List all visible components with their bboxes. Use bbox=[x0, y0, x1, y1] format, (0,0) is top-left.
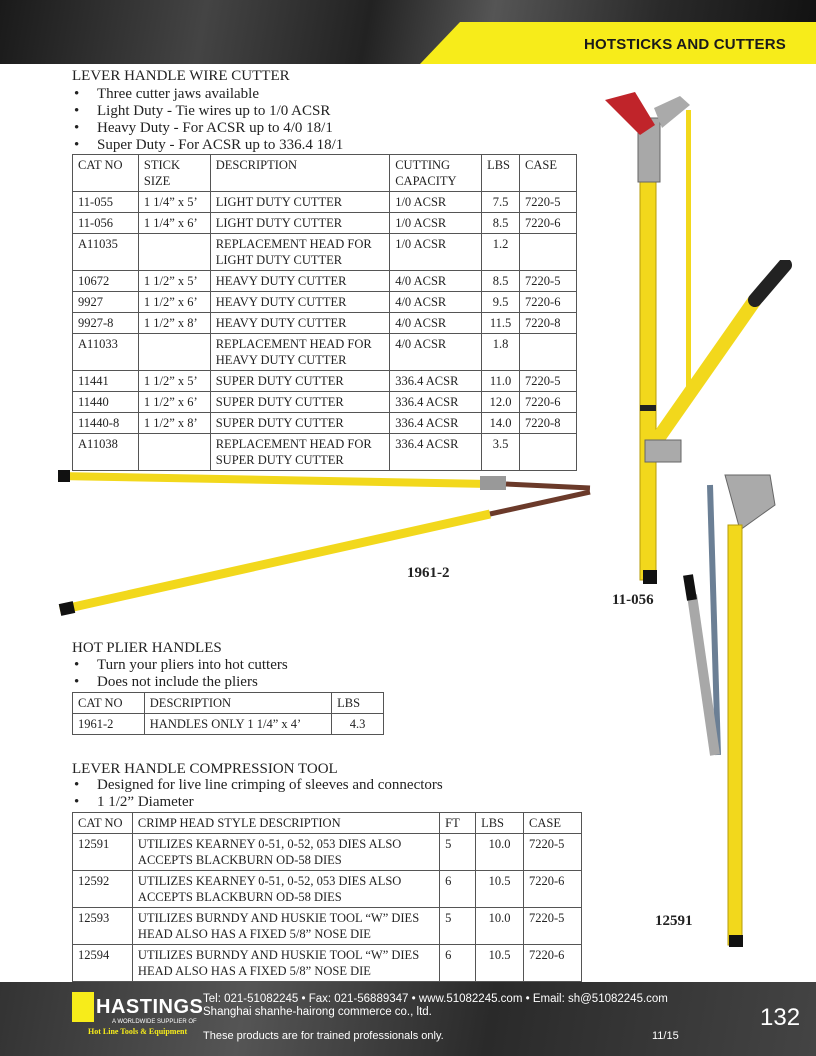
compression-title: LEVER HANDLE COMPRESSION TOOL bbox=[72, 761, 338, 777]
table-cell: 11441 bbox=[73, 371, 139, 392]
bullet-item: • Does not include the pliers bbox=[72, 674, 288, 691]
table-cell: 10.0 bbox=[476, 834, 524, 871]
table-cell: 8.5 bbox=[482, 271, 520, 292]
compression-bullets bbox=[72, 777, 443, 811]
table-cell: 4/0 ACSR bbox=[390, 271, 482, 292]
table-cell: 4/0 ACSR bbox=[390, 292, 482, 313]
compression-tool-image bbox=[680, 455, 800, 955]
table-row bbox=[73, 271, 577, 292]
hastings-logo bbox=[72, 992, 204, 1042]
footer-date: 11/15 bbox=[652, 1030, 679, 1042]
column-header: STICK SIZE bbox=[138, 155, 210, 192]
table-cell: SUPER DUTY CUTTER bbox=[210, 371, 389, 392]
table-cell: 7220-6 bbox=[524, 871, 582, 908]
table-cell: 1/0 ACSR bbox=[390, 192, 482, 213]
table-cell: UTILIZES BURNDY AND HUSKIE TOOL “W” DIES HEAD ALSO HAS A FIXED 5/8” NOSE DIE bbox=[132, 908, 439, 945]
table-cell: 336.4 ACSR bbox=[390, 413, 482, 434]
bullet-item: • Turn your pliers into hot cutters bbox=[72, 657, 288, 674]
table-cell: 7220-6 bbox=[524, 945, 582, 982]
compression-table bbox=[72, 812, 582, 982]
table-cell: SUPER DUTY CUTTER bbox=[210, 392, 389, 413]
column-header: CRIMP HEAD STYLE DESCRIPTION bbox=[132, 813, 439, 834]
table-cell: 11.0 bbox=[482, 371, 520, 392]
table-cell: REPLACEMENT HEAD FOR HEAVY DUTY CUTTER bbox=[210, 334, 389, 371]
table-cell: LIGHT DUTY CUTTER bbox=[210, 192, 389, 213]
column-header: FT bbox=[440, 813, 476, 834]
table-cell: 12592 bbox=[73, 871, 133, 908]
table-cell: 1 1/2” x 8’ bbox=[138, 413, 210, 434]
footer-disclaimer: These products are for trained professionals only. bbox=[203, 1030, 444, 1042]
table-cell: 7220-6 bbox=[520, 392, 577, 413]
table-cell: 336.4 ACSR bbox=[390, 434, 482, 471]
table-cell: 3.5 bbox=[482, 434, 520, 471]
table-cell: REPLACEMENT HEAD FOR SUPER DUTY CUTTER bbox=[210, 434, 389, 471]
logo-name: HASTINGS bbox=[96, 996, 204, 1018]
table-cell: 6 bbox=[440, 871, 476, 908]
column-header: DESCRIPTION bbox=[210, 155, 389, 192]
footer-company: Shanghai shanhe-hairong commerce co., ltd. bbox=[203, 1006, 432, 1018]
table-row bbox=[73, 871, 582, 908]
table-cell: 4/0 ACSR bbox=[390, 334, 482, 371]
table-cell: 1.2 bbox=[482, 234, 520, 271]
plier-image-label: 1961-2 bbox=[407, 565, 450, 581]
table-cell: 8.5 bbox=[482, 213, 520, 234]
bullet-item: • Three cutter jaws available bbox=[72, 86, 343, 103]
bullet-item: • Designed for live line crimping of sleeves and connectors bbox=[72, 777, 443, 794]
table-cell: 7220-6 bbox=[520, 213, 577, 234]
logo-subtagline: Hot Line Tools & Equipment bbox=[88, 1027, 188, 1036]
table-cell: HEAVY DUTY CUTTER bbox=[210, 271, 389, 292]
table-cell: LIGHT DUTY CUTTER bbox=[210, 213, 389, 234]
table-row bbox=[73, 334, 577, 371]
table-cell: 7220-5 bbox=[520, 192, 577, 213]
page-number: 132 bbox=[760, 1004, 801, 1031]
wire-cutter-bullets bbox=[72, 86, 343, 154]
bullet-item: • Heavy Duty - For ACSR up to 4/0 18/1 bbox=[72, 120, 343, 137]
table-row bbox=[73, 234, 577, 271]
table-row bbox=[73, 192, 577, 213]
logo-mark-icon bbox=[72, 992, 94, 1022]
plier-table bbox=[72, 692, 384, 735]
table-cell: 7220-5 bbox=[520, 271, 577, 292]
table-cell: 9.5 bbox=[482, 292, 520, 313]
table-cell bbox=[520, 234, 577, 271]
table-cell: HANDLES ONLY 1 1/4” x 4’ bbox=[144, 714, 331, 735]
table-cell: 4.3 bbox=[332, 714, 384, 735]
table-cell bbox=[520, 334, 577, 371]
plier-title: HOT PLIER HANDLES bbox=[72, 640, 222, 656]
table-cell: 9927-8 bbox=[73, 313, 139, 334]
column-header: LBS bbox=[482, 155, 520, 192]
table-row bbox=[73, 945, 582, 982]
table-row bbox=[73, 371, 577, 392]
table-cell: 7220-8 bbox=[520, 413, 577, 434]
table-cell: 7220-6 bbox=[520, 292, 577, 313]
table-cell bbox=[138, 234, 210, 271]
table-cell: 7220-5 bbox=[524, 908, 582, 945]
wire-cutter-table bbox=[72, 154, 577, 471]
table-cell: 11440 bbox=[73, 392, 139, 413]
table-row bbox=[73, 392, 577, 413]
table-row bbox=[73, 413, 577, 434]
table-cell: 7220-5 bbox=[524, 834, 582, 871]
column-header: CUTTING CAPACITY bbox=[390, 155, 482, 192]
table-cell: 7.5 bbox=[482, 192, 520, 213]
table-cell: 11-055 bbox=[73, 192, 139, 213]
table-cell: 1 1/4” x 6’ bbox=[138, 213, 210, 234]
table-cell: UTILIZES KEARNEY 0-51, 0-52, 053 DIES ALSO ACCEPTS BLACKBURN OD-58 DIES bbox=[132, 834, 439, 871]
table-cell: 1 1/2” x 6’ bbox=[138, 392, 210, 413]
table-cell: 1 1/4” x 5’ bbox=[138, 192, 210, 213]
table-cell: 12591 bbox=[73, 834, 133, 871]
table-cell: 1/0 ACSR bbox=[390, 213, 482, 234]
table-cell: 1.8 bbox=[482, 334, 520, 371]
table-row bbox=[73, 834, 582, 871]
plier-handles-image bbox=[50, 460, 610, 620]
bullet-item: • 1 1/2” Diameter bbox=[72, 794, 443, 811]
table-cell: 5 bbox=[440, 834, 476, 871]
table-cell: SUPER DUTY CUTTER bbox=[210, 413, 389, 434]
table-row bbox=[73, 313, 577, 334]
bullet-item: • Super Duty - For ACSR up to 336.4 18/1 bbox=[72, 137, 343, 154]
table-cell: 4/0 ACSR bbox=[390, 313, 482, 334]
bullet-item: • Light Duty - Tie wires up to 1/0 ACSR bbox=[72, 103, 343, 120]
column-header: CAT NO bbox=[73, 155, 139, 192]
table-cell: 10.5 bbox=[476, 871, 524, 908]
table-row bbox=[73, 292, 577, 313]
cutter-handle-image bbox=[640, 260, 800, 480]
table-cell: 7220-5 bbox=[520, 371, 577, 392]
table-cell: 14.0 bbox=[482, 413, 520, 434]
table-cell: 11.5 bbox=[482, 313, 520, 334]
table-cell: 11-056 bbox=[73, 213, 139, 234]
table-cell: HEAVY DUTY CUTTER bbox=[210, 313, 389, 334]
column-header: CAT NO bbox=[73, 693, 145, 714]
table-cell: A11038 bbox=[73, 434, 139, 471]
table-cell: A11033 bbox=[73, 334, 139, 371]
table-cell: UTILIZES BURNDY AND HUSKIE TOOL “W” DIES HEAD ALSO HAS A FIXED 5/8” NOSE DIE bbox=[132, 945, 439, 982]
column-header: CASE bbox=[520, 155, 577, 192]
table-cell: 10.0 bbox=[476, 908, 524, 945]
compression-image-label: 12591 bbox=[655, 913, 693, 929]
table-cell: UTILIZES KEARNEY 0-51, 0-52, 053 DIES ALSO ACCEPTS BLACKBURN OD-58 DIES bbox=[132, 871, 439, 908]
table-cell: 336.4 ACSR bbox=[390, 392, 482, 413]
column-header: LBS bbox=[476, 813, 524, 834]
footer-contact: Tel: 021-51082245 • Fax: 021-56889347 • www.51082245.com • Email: sh@51082245.com bbox=[203, 993, 668, 1005]
table-cell: 11440-8 bbox=[73, 413, 139, 434]
table-cell: 1 1/2” x 6’ bbox=[138, 292, 210, 313]
table-cell: 5 bbox=[440, 908, 476, 945]
table-cell: 1 1/2” x 5’ bbox=[138, 271, 210, 292]
column-header: CAT NO bbox=[73, 813, 133, 834]
column-header: LBS bbox=[332, 693, 384, 714]
footer bbox=[0, 982, 816, 1056]
column-header: CASE bbox=[524, 813, 582, 834]
table-cell: 1 1/2” x 5’ bbox=[138, 371, 210, 392]
page-title: HOTSTICKS AND CUTTERS bbox=[584, 36, 786, 53]
table-cell: 12593 bbox=[73, 908, 133, 945]
table-cell: 1 1/2” x 8’ bbox=[138, 313, 210, 334]
table-cell: 336.4 ACSR bbox=[390, 371, 482, 392]
table-cell: 9927 bbox=[73, 292, 139, 313]
column-header: DESCRIPTION bbox=[144, 693, 331, 714]
logo-tagline: A WORLDWIDE SUPPLIER OF bbox=[112, 1019, 197, 1025]
table-row bbox=[73, 714, 384, 735]
table-cell: 1961-2 bbox=[73, 714, 145, 735]
table-row bbox=[73, 213, 577, 234]
table-cell: 10.5 bbox=[476, 945, 524, 982]
plier-bullets bbox=[72, 657, 288, 691]
table-cell bbox=[138, 334, 210, 371]
table-cell: 12594 bbox=[73, 945, 133, 982]
table-cell: 6 bbox=[440, 945, 476, 982]
table-cell: HEAVY DUTY CUTTER bbox=[210, 292, 389, 313]
table-cell: A11035 bbox=[73, 234, 139, 271]
table-cell: 1/0 ACSR bbox=[390, 234, 482, 271]
table-cell: 10672 bbox=[73, 271, 139, 292]
table-cell: 12.0 bbox=[482, 392, 520, 413]
wire-cutter-title: LEVER HANDLE WIRE CUTTER bbox=[72, 68, 290, 84]
table-row bbox=[73, 908, 582, 945]
cutter-image-label: 11-056 bbox=[612, 592, 654, 608]
table-cell: REPLACEMENT HEAD FOR LIGHT DUTY CUTTER bbox=[210, 234, 389, 271]
table-cell: 7220-8 bbox=[520, 313, 577, 334]
